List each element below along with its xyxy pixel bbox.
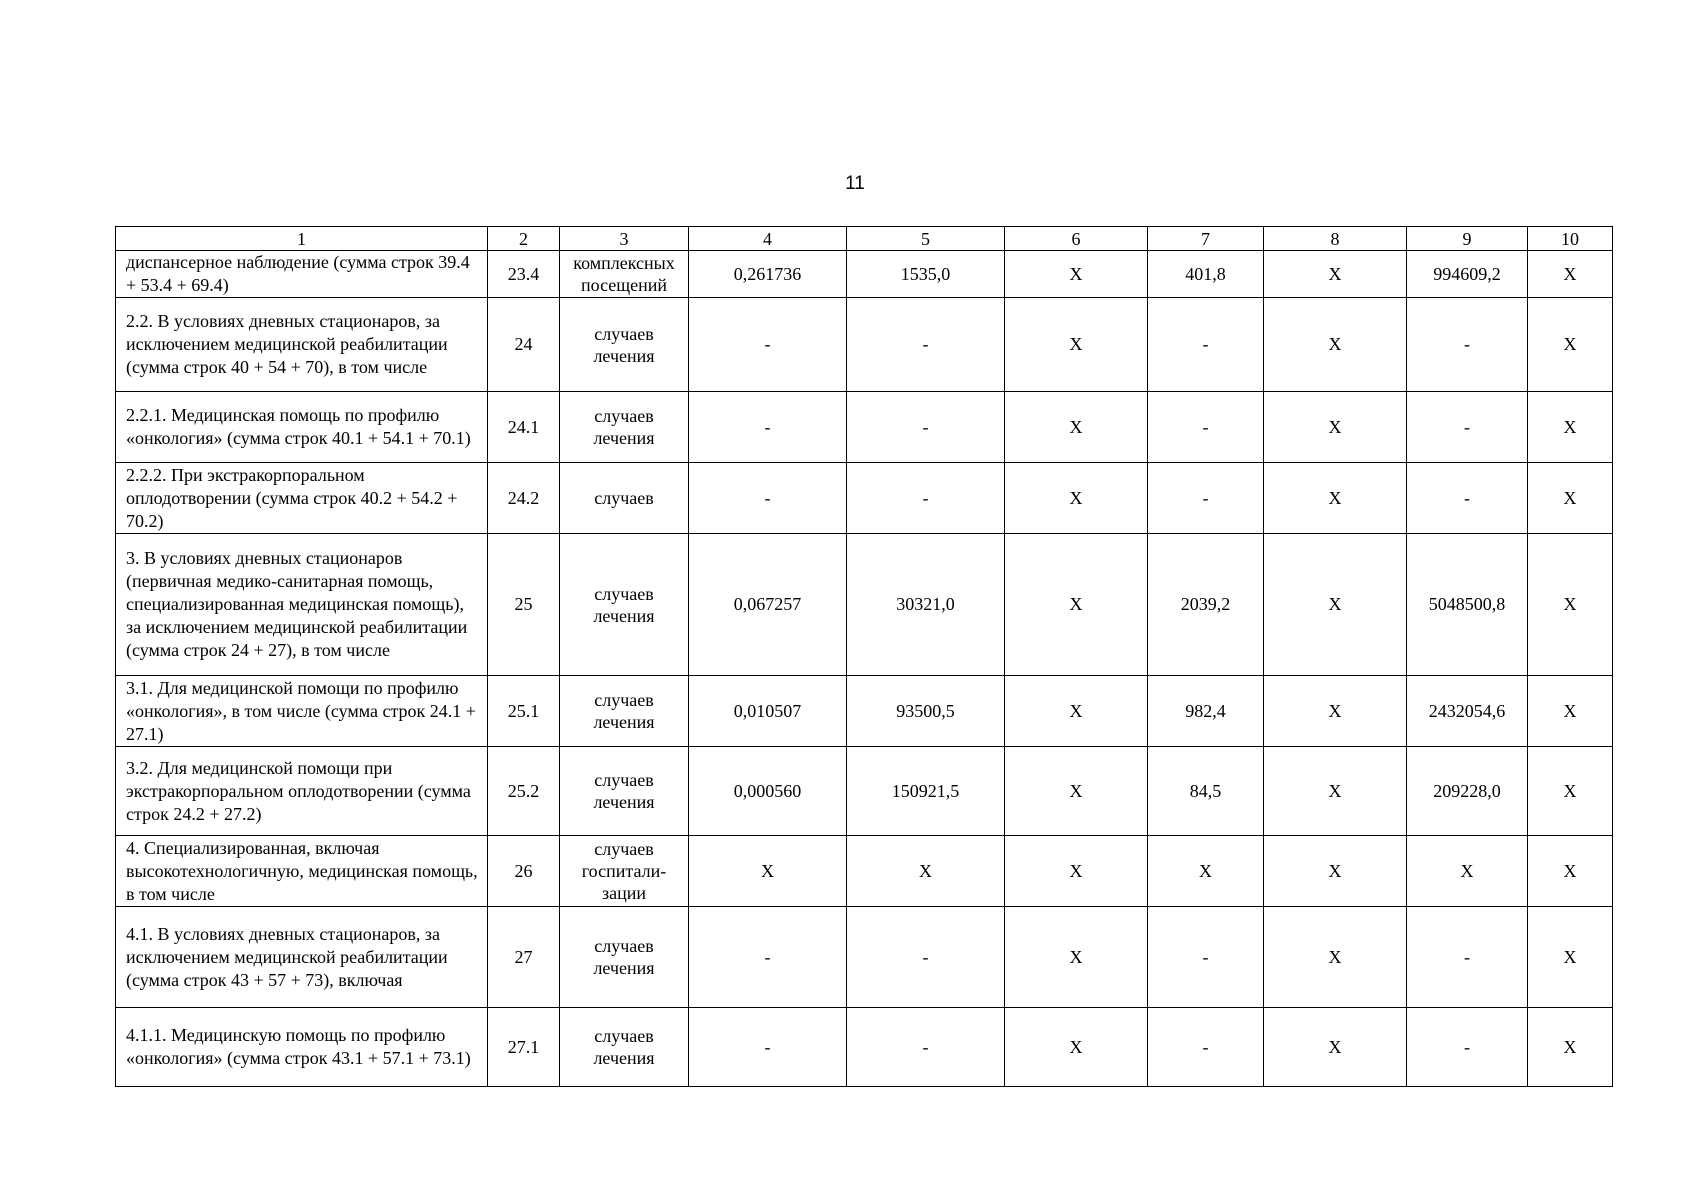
- value-cell: 30321,0: [847, 534, 1005, 676]
- unit-cell: случаев: [560, 463, 689, 534]
- column-header: 1: [116, 227, 488, 251]
- value-cell: -: [689, 298, 847, 392]
- value-cell: X: [1005, 392, 1148, 463]
- value-cell: X: [1528, 251, 1613, 298]
- value-cell: -: [1407, 298, 1528, 392]
- value-cell: X: [1005, 463, 1148, 534]
- value-cell: X: [1005, 836, 1148, 907]
- value-cell: 5048500,8: [1407, 534, 1528, 676]
- value-cell: 150921,5: [847, 747, 1005, 836]
- table-row: [116, 463, 1613, 534]
- table-row: [116, 747, 1613, 836]
- value-cell: X: [1264, 534, 1407, 676]
- value-cell: X: [1528, 534, 1613, 676]
- value-cell: X: [1005, 747, 1148, 836]
- row-code-cell: 24.1: [488, 392, 560, 463]
- value-cell: 982,4: [1148, 676, 1264, 747]
- table-row: [116, 836, 1613, 907]
- value-cell: 994609,2: [1407, 251, 1528, 298]
- unit-cell: случаев лечения: [560, 747, 689, 836]
- value-cell: -: [847, 907, 1005, 1008]
- value-cell: X: [1528, 392, 1613, 463]
- row-code-cell: 26: [488, 836, 560, 907]
- table-row: [116, 907, 1613, 1008]
- column-header: 10: [1528, 227, 1613, 251]
- value-cell: -: [1148, 1008, 1264, 1087]
- row-description-cell: 4.1. В условиях дневных стационаров, за исключением медицинской реабилитации (сумма строк 43 + 57 + 73), включая: [116, 907, 488, 1008]
- value-cell: X: [1264, 392, 1407, 463]
- unit-cell: случаев лечения: [560, 1008, 689, 1087]
- column-header: 7: [1148, 227, 1264, 251]
- value-cell: -: [1148, 392, 1264, 463]
- table-row: [116, 676, 1613, 747]
- column-header: 5: [847, 227, 1005, 251]
- value-cell: X: [1264, 907, 1407, 1008]
- value-cell: X: [1528, 907, 1613, 1008]
- value-cell: -: [1407, 907, 1528, 1008]
- value-cell: X: [1148, 836, 1264, 907]
- value-cell: -: [689, 463, 847, 534]
- value-cell: X: [1005, 298, 1148, 392]
- value-cell: 84,5: [1148, 747, 1264, 836]
- value-cell: -: [1148, 298, 1264, 392]
- value-cell: X: [1264, 1008, 1407, 1087]
- value-cell: -: [1407, 463, 1528, 534]
- value-cell: X: [847, 836, 1005, 907]
- value-cell: -: [847, 298, 1005, 392]
- value-cell: X: [1264, 747, 1407, 836]
- value-cell: 401,8: [1148, 251, 1264, 298]
- unit-cell: случаев лечения: [560, 676, 689, 747]
- value-cell: -: [689, 907, 847, 1008]
- row-code-cell: 23.4: [488, 251, 560, 298]
- value-cell: -: [847, 392, 1005, 463]
- value-cell: -: [1148, 907, 1264, 1008]
- value-cell: 209228,0: [1407, 747, 1528, 836]
- row-description-cell: 3.1. Для медицинской помощи по профилю «онкология», в том числе (сумма строк 24.1 + 27.1): [116, 676, 488, 747]
- column-header: 8: [1264, 227, 1407, 251]
- data-table: [115, 226, 1613, 1087]
- value-cell: X: [1528, 676, 1613, 747]
- row-code-cell: 25.2: [488, 747, 560, 836]
- row-code-cell: 27: [488, 907, 560, 1008]
- value-cell: X: [1264, 676, 1407, 747]
- value-cell: X: [1407, 836, 1528, 907]
- value-cell: X: [1528, 747, 1613, 836]
- value-cell: -: [847, 463, 1005, 534]
- column-header: 2: [488, 227, 560, 251]
- column-header: 6: [1005, 227, 1148, 251]
- value-cell: 0,261736: [689, 251, 847, 298]
- table-row: [116, 1008, 1613, 1087]
- value-cell: -: [689, 392, 847, 463]
- page-number: 11: [845, 173, 865, 194]
- value-cell: X: [1264, 251, 1407, 298]
- row-description-cell: 4.1.1. Медицинскую помощь по профилю «онкология» (сумма строк 43.1 + 57.1 + 73.1): [116, 1008, 488, 1087]
- value-cell: X: [1528, 836, 1613, 907]
- value-cell: X: [1005, 251, 1148, 298]
- value-cell: X: [1005, 1008, 1148, 1087]
- column-header: 3: [560, 227, 689, 251]
- row-code-cell: 25: [488, 534, 560, 676]
- row-description-cell: 2.2.2. При экстракорпоральном оплодотворении (сумма строк 40.2 + 54.2 + 70.2): [116, 463, 488, 534]
- row-description-cell: 2.2. В условиях дневных стационаров, за исключением медицинской реабилитации (сумма строк 40 + 54 + 70), в том числе: [116, 298, 488, 392]
- value-cell: -: [689, 1008, 847, 1087]
- value-cell: -: [1407, 392, 1528, 463]
- value-cell: 0,067257: [689, 534, 847, 676]
- value-cell: 2039,2: [1148, 534, 1264, 676]
- row-description-cell: 3.2. Для медицинской помощи при экстракорпоральном оплодотворении (сумма строк 24.2 + 27.2): [116, 747, 488, 836]
- value-cell: -: [1148, 463, 1264, 534]
- value-cell: -: [847, 1008, 1005, 1087]
- value-cell: 93500,5: [847, 676, 1005, 747]
- row-description-cell: 4. Специализированная, включая высокотехнологичную, медицинская помощь, в том числе: [116, 836, 488, 907]
- value-cell: 0,000560: [689, 747, 847, 836]
- unit-cell: комплексных посещений: [560, 251, 689, 298]
- table-row: [116, 392, 1613, 463]
- value-cell: X: [1005, 676, 1148, 747]
- value-cell: X: [1528, 298, 1613, 392]
- value-cell: 1535,0: [847, 251, 1005, 298]
- value-cell: X: [1264, 463, 1407, 534]
- value-cell: X: [1528, 463, 1613, 534]
- unit-cell: случаев госпитали-зации: [560, 836, 689, 907]
- row-description-cell: 3. В условиях дневных стационаров (первичная медико-санитарная помощь, специализированная медицинская помощь), за исключением медицинской реабилитации (сумма строк 24 + 27), в том числе: [116, 534, 488, 676]
- table-header-row: [116, 227, 1613, 251]
- value-cell: -: [1407, 1008, 1528, 1087]
- value-cell: 2432054,6: [1407, 676, 1528, 747]
- row-code-cell: 24: [488, 298, 560, 392]
- row-code-cell: 25.1: [488, 676, 560, 747]
- unit-cell: случаев лечения: [560, 298, 689, 392]
- table-row: [116, 251, 1613, 298]
- row-description-cell: диспансерное наблюдение (сумма строк 39.4 + 53.4 + 69.4): [116, 251, 488, 298]
- column-header: 9: [1407, 227, 1528, 251]
- value-cell: X: [1264, 836, 1407, 907]
- row-code-cell: 27.1: [488, 1008, 560, 1087]
- value-cell: X: [1005, 907, 1148, 1008]
- unit-cell: случаев лечения: [560, 534, 689, 676]
- value-cell: X: [689, 836, 847, 907]
- value-cell: 0,010507: [689, 676, 847, 747]
- unit-cell: случаев лечения: [560, 392, 689, 463]
- unit-cell: случаев лечения: [560, 907, 689, 1008]
- row-description-cell: 2.2.1. Медицинская помощь по профилю «онкология» (сумма строк 40.1 + 54.1 + 70.1): [116, 392, 488, 463]
- column-header: 4: [689, 227, 847, 251]
- table-row: [116, 534, 1613, 676]
- value-cell: X: [1264, 298, 1407, 392]
- table-row: [116, 298, 1613, 392]
- value-cell: X: [1528, 1008, 1613, 1087]
- value-cell: X: [1005, 534, 1148, 676]
- row-code-cell: 24.2: [488, 463, 560, 534]
